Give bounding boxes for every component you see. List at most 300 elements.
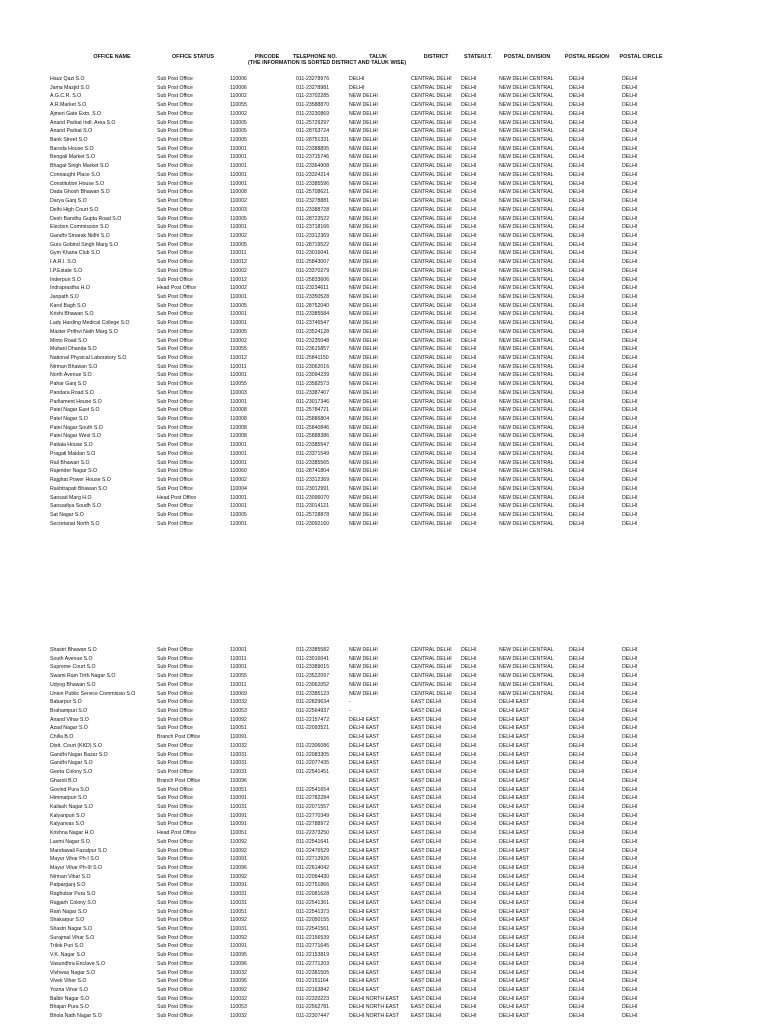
pincode-cell: 110011 (230, 363, 247, 370)
office-status-cell: Sub Post Office (157, 198, 193, 205)
office-status-cell: Sub Post Office (157, 389, 193, 396)
state-cell: DELHI (461, 795, 477, 802)
pincode-cell: 110095 (230, 978, 247, 985)
pincode-cell: 110053 (230, 708, 247, 715)
state-cell: DELHI (461, 969, 477, 976)
pincode-cell: 110001 (230, 647, 247, 653)
postal-circle-cell: DELHI (622, 969, 638, 976)
table-row (0, 786, 768, 795)
state-cell: DELHI (461, 760, 477, 767)
office-status-cell: Sub Post Office (157, 171, 193, 178)
table-row (0, 899, 768, 908)
state-cell: DELHI (461, 215, 477, 222)
telephone-cell: 011-25784721 (296, 407, 330, 414)
postal-region-cell: DELHI (569, 751, 585, 758)
postal-division-cell: DELHI EAST (499, 1004, 530, 1011)
postal-region-cell: DELHI (569, 232, 585, 239)
table-row (0, 873, 768, 882)
office-status-cell: Sub Post Office (157, 690, 193, 697)
district-cell: CENTRAL DELHI (411, 511, 452, 518)
pincode-cell: 110055 (230, 102, 247, 109)
pincode-cell: 110096 (230, 960, 247, 967)
district-cell: CENTRAL DELHI (411, 459, 452, 466)
postal-region-cell: DELHI (569, 450, 585, 457)
col-state: STATE/U.T. (464, 54, 492, 60)
postal-circle-cell: DELHI (622, 407, 638, 414)
telephone-cell: 011-23388895 (296, 145, 330, 152)
office-status-cell: Sub Post Office (157, 786, 193, 793)
table-row (0, 812, 768, 821)
pincode-cell: 110008 (230, 416, 247, 423)
postal-circle-cell: DELHI (622, 673, 638, 680)
postal-division-cell: DELHI EAST (499, 934, 530, 941)
postal-region-cell: DELHI (569, 320, 585, 327)
office-status-cell: Sub Post Office (157, 760, 193, 767)
telephone-cell: 011-23385565 (296, 459, 330, 466)
table-row (0, 84, 768, 93)
telephone-cell: 011-22050155 (296, 917, 330, 924)
postal-division-cell: DELHI EAST (499, 891, 530, 898)
postal-region-cell: DELHI (569, 346, 585, 353)
postal-division-cell: DELHI EAST (499, 856, 530, 863)
table-row (0, 92, 768, 101)
col-office-name: OFFICE NAME (93, 54, 131, 60)
postal-division-cell: DELHI EAST (499, 873, 530, 880)
postal-region-cell: DELHI (569, 259, 585, 266)
postal-region-cell: DELHI (569, 812, 585, 819)
office-status-cell: Sub Post Office (157, 934, 193, 941)
telephone-cell: 011-23364908 (296, 163, 330, 170)
office-name-cell: Rajghat Power House S.O (50, 477, 111, 484)
district-cell: CENTRAL DELHI (411, 320, 452, 327)
district-cell: CENTRAL DELHI (411, 494, 452, 501)
office-name-cell: Bank Street S.O (50, 137, 88, 144)
district-cell: EAST DELHI (411, 891, 442, 898)
pincode-cell: 110051 (230, 830, 247, 837)
office-status-cell: Sub Post Office (157, 468, 193, 475)
office-name-cell: Sansad Marg H.O (50, 494, 92, 501)
taluk-cell: NEW DELHI (349, 389, 378, 396)
postal-division-cell: NEW DELHI CENTRAL (499, 389, 554, 396)
pincode-cell: 110092 (230, 873, 247, 880)
office-name-cell: Gandhi Nagar Bazar S.O (50, 751, 108, 758)
table-row (0, 803, 768, 812)
telephone-cell: 011-23388728 (296, 206, 330, 213)
postal-circle-cell: DELHI (622, 416, 638, 423)
table-row (0, 759, 768, 768)
office-status-cell: Sub Post Office (157, 995, 193, 1002)
telephone-cell: 011-25840846 (296, 424, 330, 431)
pincode-cell: 110055 (230, 346, 247, 353)
office-name-cell: Himmatpuri S.O (50, 795, 87, 802)
postal-circle-cell: DELHI (622, 433, 638, 440)
district-cell: CENTRAL DELHI (411, 681, 452, 688)
district-cell: EAST DELHI (411, 978, 442, 985)
office-status-cell: Sub Post Office (157, 520, 193, 527)
taluk-cell: NEW DELHI (349, 407, 378, 414)
office-table-section-1 (0, 75, 768, 528)
office-status-cell: Sub Post Office (157, 250, 193, 257)
telephone-cell: 011-22770349 (296, 812, 330, 819)
state-cell: DELHI (461, 647, 477, 653)
office-status-cell: Sub Post Office (157, 381, 193, 388)
telephone-cell: 011-23012991 (296, 485, 330, 492)
postal-circle-cell: DELHI (622, 995, 638, 1002)
telephone-cell: 011-22541373 (296, 908, 330, 915)
district-cell: CENTRAL DELHI (411, 416, 452, 423)
district-cell: EAST DELHI (411, 786, 442, 793)
state-cell: DELHI (461, 337, 477, 344)
taluk-cell: NEW DELHI (349, 320, 378, 327)
col-postal-circle: POSTAL CIRCLE (619, 54, 663, 60)
office-status-cell: Sub Post Office (157, 450, 193, 457)
postal-region-cell: DELHI (569, 355, 585, 361)
table-row (0, 1003, 768, 1012)
office-status-cell: Sub Post Office (157, 416, 193, 423)
postal-division-cell: DELHI EAST (499, 952, 530, 959)
taluk-cell: DELHI EAST (349, 777, 380, 784)
postal-division-cell: NEW DELHI CENTRAL (499, 293, 554, 300)
postal-division-cell: NEW DELHI CENTRAL (499, 180, 554, 187)
postal-circle-cell: DELHI (622, 442, 638, 449)
district-cell: CENTRAL DELHI (411, 311, 452, 318)
district-cell: CENTRAL DELHI (411, 673, 452, 680)
state-cell: DELHI (461, 1004, 477, 1011)
postal-circle-cell: DELHI (622, 708, 638, 715)
postal-circle-cell: DELHI (622, 180, 638, 187)
table-row (0, 777, 768, 786)
district-cell: EAST DELHI (411, 716, 442, 723)
office-status-cell: Sub Post Office (157, 960, 193, 967)
table-row (0, 916, 768, 925)
district-cell: CENTRAL DELHI (411, 267, 452, 274)
table-row (0, 485, 768, 494)
telephone-cell: 011-23094239 (296, 372, 330, 379)
office-status-cell: Sub Post Office (157, 206, 193, 213)
state-cell: DELHI (461, 864, 477, 871)
postal-division-cell: DELHI EAST (499, 987, 530, 994)
taluk-cell: DELHI EAST (349, 917, 380, 924)
pincode-cell: 110002 (230, 232, 247, 239)
pincode-cell: 110092 (230, 934, 247, 941)
district-cell: CENTRAL DELHI (411, 180, 452, 187)
office-status-cell: Sub Post Office (157, 511, 193, 518)
state-cell: DELHI (461, 1013, 477, 1020)
pincode-cell: 110001 (230, 180, 247, 187)
postal-region-cell: DELHI (569, 154, 585, 161)
telephone-cell: 011-23385584 (296, 311, 330, 318)
postal-division-cell: NEW DELHI CENTRAL (499, 128, 554, 135)
pincode-cell: 110051 (230, 908, 247, 915)
taluk-cell: NEW DELHI (349, 232, 378, 239)
postal-division-cell: DELHI EAST (499, 725, 530, 732)
office-status-cell: Sub Post Office (157, 293, 193, 300)
postal-region-cell: DELHI (569, 442, 585, 449)
office-name-cell: Shastri Bhawan S.O (50, 647, 97, 653)
state-cell: DELHI (461, 424, 477, 431)
table-row (0, 908, 768, 917)
postal-region-cell: DELHI (569, 477, 585, 484)
postal-region-cell: DELHI (569, 198, 585, 205)
postal-division-cell: NEW DELHI CENTRAL (499, 102, 554, 109)
office-status-cell: Sub Post Office (157, 873, 193, 880)
postal-region-cell: DELHI (569, 960, 585, 967)
table-row (0, 302, 768, 311)
office-status-cell: Sub Post Office (157, 926, 193, 932)
district-cell: EAST DELHI (411, 734, 442, 741)
sort-note: (THE INFORMATION IS SORTED DISTRICT AND TALUK WISE) (248, 60, 407, 66)
table-row (0, 171, 768, 180)
district-cell: CENTRAL DELHI (411, 468, 452, 475)
office-status-cell: Sub Post Office (157, 1004, 193, 1011)
telephone-cell: 011-23385596 (296, 180, 330, 187)
pincode-cell: 110001 (230, 503, 247, 510)
pincode-cell: 110032 (230, 742, 247, 749)
postal-circle-cell: DELHI (622, 302, 638, 309)
pincode-cell: 110002 (230, 337, 247, 344)
postal-division-cell: DELHI EAST (499, 716, 530, 723)
col-taluk: TALUK (369, 54, 387, 60)
postal-region-cell: DELHI (569, 206, 585, 213)
taluk-cell: DELHI EAST (349, 838, 380, 845)
state-cell: DELHI (461, 189, 477, 196)
district-cell: EAST DELHI (411, 873, 442, 880)
office-status-cell: Sub Post Office (157, 355, 193, 361)
postal-region-cell: DELHI (569, 250, 585, 257)
pincode-cell: 110008 (230, 407, 247, 414)
office-status-cell: Head Post Office (157, 285, 197, 292)
district-cell: CENTRAL DELHI (411, 337, 452, 344)
telephone-cell: 011-22614042 (296, 864, 330, 871)
telephone-cell: 011-23385547 (296, 442, 330, 449)
district-cell: CENTRAL DELHI (411, 450, 452, 457)
taluk-cell: NEW DELHI (349, 337, 378, 344)
table-row (0, 794, 768, 803)
postal-division-cell: NEW DELHI CENTRAL (499, 276, 554, 283)
postal-division-cell: DELHI EAST (499, 786, 530, 793)
pincode-cell: 110096 (230, 777, 247, 784)
taluk-cell: NEW DELHI (349, 442, 378, 449)
telephone-cell: 011-22307447 (296, 1013, 330, 1020)
telephone-cell: 011-22156539 (296, 934, 330, 941)
taluk-cell: DELHI (349, 76, 365, 82)
postal-region-cell: DELHI (569, 864, 585, 871)
taluk-cell: NEW DELHI (349, 154, 378, 161)
table-row (0, 890, 768, 899)
office-status-cell: Sub Post Office (157, 459, 193, 466)
telephone-cell: 011-23324214 (296, 171, 330, 178)
postal-division-cell: NEW DELHI CENTRAL (499, 416, 554, 423)
district-cell: EAST DELHI (411, 960, 442, 967)
district-cell: CENTRAL DELHI (411, 102, 452, 109)
district-cell: CENTRAL DELHI (411, 119, 452, 126)
postal-circle-cell: DELHI (622, 751, 638, 758)
table-row (0, 354, 768, 363)
telephone-cell: 011-22541641 (296, 838, 330, 845)
office-status-cell: Sub Post Office (157, 224, 193, 231)
state-cell: DELHI (461, 328, 477, 335)
postal-circle-cell: DELHI (622, 821, 638, 828)
office-status-cell: Sub Post Office (157, 812, 193, 819)
table-row (0, 1012, 768, 1021)
postal-region-cell: DELHI (569, 241, 585, 248)
postal-division-cell: DELHI EAST (499, 960, 530, 967)
state-cell: DELHI (461, 381, 477, 388)
table-row (0, 398, 768, 407)
state-cell: DELHI (461, 952, 477, 959)
office-name-cell: Patparganj S.O (50, 882, 86, 889)
postal-region-cell: DELHI (569, 337, 585, 344)
district-cell: EAST DELHI (411, 908, 442, 915)
district-cell: CENTRAL DELHI (411, 442, 452, 449)
state-cell: DELHI (461, 681, 477, 688)
taluk-cell: NEW DELHI (349, 163, 378, 170)
office-status-cell: Sub Post Office (157, 803, 193, 810)
telephone-cell: 011-28719522 (296, 241, 330, 248)
telephone-cell: 011-28723522 (296, 215, 330, 222)
postal-circle-cell: DELHI (622, 198, 638, 205)
pincode-cell: 110011 (230, 250, 247, 257)
table-row (0, 716, 768, 725)
state-cell: DELHI (461, 128, 477, 135)
telephone-cell: 011-23017346 (296, 398, 330, 405)
telephone-cell: 011-23234611 (296, 285, 329, 292)
state-cell: DELHI (461, 171, 477, 178)
table-row (0, 345, 768, 354)
taluk-cell: NEW DELHI (349, 503, 378, 510)
postal-circle-cell: DELHI (622, 908, 638, 915)
office-name-cell: I.A.R.I. S.O (50, 259, 77, 266)
telephone-cell: 011-22320223 (296, 995, 330, 1002)
postal-circle-cell: DELHI (622, 206, 638, 213)
taluk-cell: DELHI EAST (349, 803, 380, 810)
pincode-cell: 110008 (230, 433, 247, 440)
postal-division-cell: NEW DELHI CENTRAL (499, 224, 554, 231)
state-cell: DELHI (461, 259, 477, 266)
pincode-cell: 110012 (230, 276, 247, 283)
taluk-cell: DELHI EAST (349, 934, 380, 941)
state-cell: DELHI (461, 416, 477, 423)
postal-circle-cell: DELHI (622, 328, 638, 335)
table-row (0, 829, 768, 838)
table-row (0, 925, 768, 934)
postal-region-cell: DELHI (569, 926, 585, 932)
pincode-cell: 110002 (230, 477, 247, 484)
telephone-cell: 011-23350528 (296, 293, 330, 300)
office-name-cell: Gharoli B.O (50, 777, 78, 784)
postal-division-cell: NEW DELHI CENTRAL (499, 171, 554, 178)
district-cell: CENTRAL DELHI (411, 198, 452, 205)
postal-division-cell: DELHI EAST (499, 864, 530, 871)
office-name-cell: Ajmeri Gate Extn. S.O (50, 110, 102, 117)
taluk-cell: NEW DELHI (349, 93, 378, 100)
postal-division-cell: NEW DELHI CENTRAL (499, 250, 554, 257)
postal-circle-cell: DELHI (622, 154, 638, 161)
postal-region-cell: DELHI (569, 882, 585, 889)
table-row (0, 136, 768, 145)
taluk-cell: NEW DELHI (349, 102, 378, 109)
table-row (0, 502, 768, 511)
table-row (0, 724, 768, 733)
taluk-cell: DELHI NORTH EAST (349, 1013, 400, 1020)
state-cell: DELHI (461, 285, 477, 292)
office-status-cell: Sub Post Office (157, 891, 193, 898)
table-row (0, 977, 768, 986)
table-row (0, 389, 768, 398)
taluk-cell: NEW DELHI (349, 690, 378, 697)
telephone-cell: 011-22782284 (296, 795, 330, 802)
office-name-cell: Patel Nagar West S.O (50, 433, 101, 440)
taluk-cell: NEW DELHI (349, 673, 378, 680)
taluk-cell: DELHI EAST (349, 812, 380, 819)
office-status-cell: Sub Post Office (157, 259, 193, 266)
district-cell: CENTRAL DELHI (411, 381, 452, 388)
telephone-cell: 011-23370279 (296, 267, 330, 274)
pincode-cell: 110002 (230, 110, 247, 117)
state-cell: DELHI (461, 734, 477, 741)
postal-division-cell: DELHI EAST (499, 795, 530, 802)
taluk-cell: NEW DELHI (349, 241, 378, 248)
postal-region-cell: DELHI (569, 821, 585, 828)
table-row (0, 319, 768, 328)
district-cell: CENTRAL DELHI (411, 477, 452, 484)
table-row (0, 942, 768, 951)
taluk-cell: NEW DELHI (349, 180, 378, 187)
state-cell: DELHI (461, 137, 477, 144)
taluk-cell: NEW DELHI (349, 311, 378, 318)
postal-circle-cell: DELHI (622, 102, 638, 109)
office-name-cell: Sat Nagar S.O (50, 511, 84, 518)
postal-circle-cell: DELHI (622, 786, 638, 793)
office-name-cell: Bhagat Singh Market S.O (50, 163, 109, 170)
table-row (0, 415, 768, 424)
office-name-cell: Krishna Nagar H.O (50, 830, 94, 837)
postal-division-cell: DELHI EAST (499, 760, 530, 767)
state-cell: DELHI (461, 673, 477, 680)
postal-division-cell: NEW DELHI CENTRAL (499, 93, 554, 100)
district-cell: CENTRAL DELHI (411, 293, 452, 300)
postal-division-cell: DELHI EAST (499, 742, 530, 749)
telephone-cell: 011-28751331 (296, 137, 330, 144)
office-status-cell: Sub Post Office (157, 1013, 193, 1020)
taluk-cell: NEW DELHI (349, 119, 378, 126)
district-cell: CENTRAL DELHI (411, 76, 452, 82)
telephone-cell: 011-23522097 (296, 673, 330, 680)
postal-circle-cell: DELHI (622, 960, 638, 967)
state-cell: DELHI (461, 459, 477, 466)
taluk-cell: NEW DELHI (349, 224, 378, 231)
office-status-cell: Sub Post Office (157, 180, 193, 187)
postal-circle-cell: DELHI (622, 468, 638, 475)
pincode-cell: 110006 (230, 76, 247, 82)
state-cell: DELHI (461, 293, 477, 300)
taluk-cell: DELHI EAST (349, 891, 380, 898)
postal-division-cell: DELHI EAST (499, 821, 530, 828)
postal-region-cell: DELHI (569, 485, 585, 492)
postal-circle-cell: DELHI (622, 285, 638, 292)
postal-region-cell: DELHI (569, 381, 585, 388)
office-status-cell: Sub Post Office (157, 978, 193, 985)
table-row (0, 145, 768, 154)
postal-division-cell: DELHI EAST (499, 838, 530, 845)
district-cell: CENTRAL DELHI (411, 232, 452, 239)
pincode-cell: 110005 (230, 328, 247, 335)
office-name-cell: Surajmal Vihar S.O (50, 934, 95, 941)
taluk-cell: NEW DELHI (349, 215, 378, 222)
table-row (0, 511, 768, 520)
office-status-cell: Sub Post Office (157, 110, 193, 117)
district-cell: CENTRAL DELHI (411, 215, 452, 222)
